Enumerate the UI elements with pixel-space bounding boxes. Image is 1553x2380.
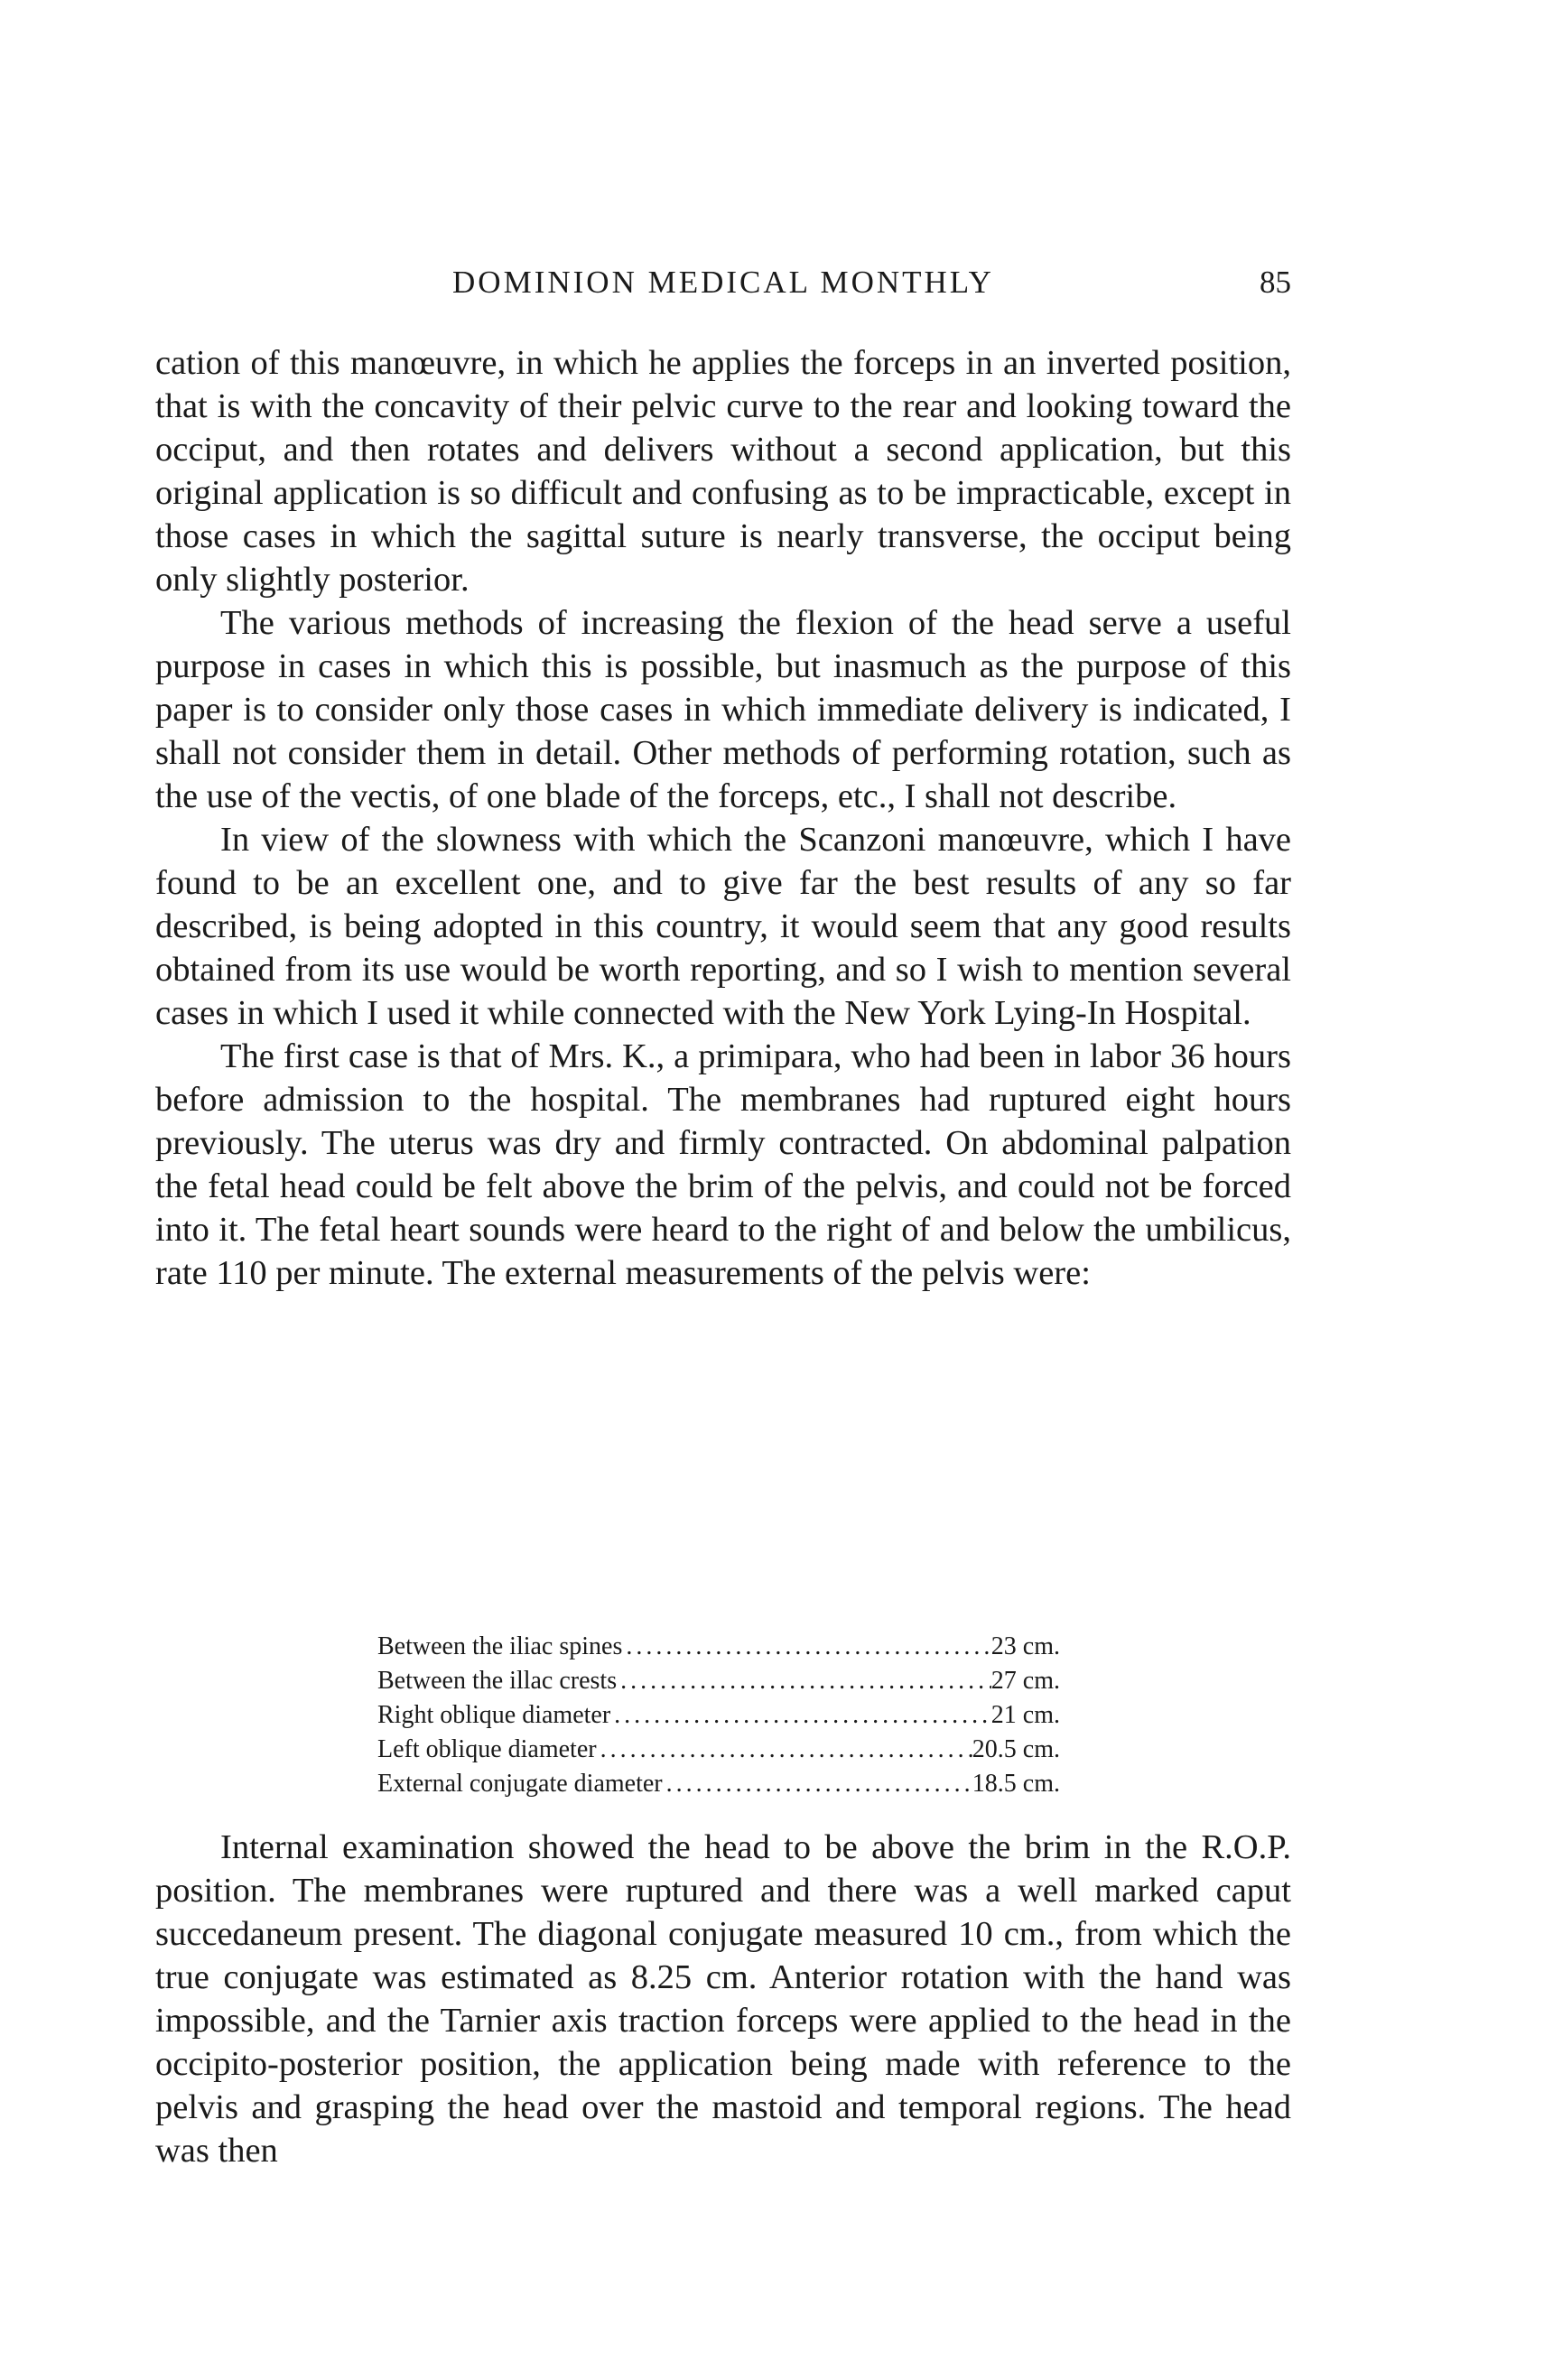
paragraph: The first case is that of Mrs. K., a primipara, who had been in labor 36 hours before admission to the hospital. The membranes had ruptured eight hours previously. The uterus was dry and firmly contracted. On abdominal palpation the fetal head could be felt above the brim of the pelvis, and could not be forced into it. The fetal heart sounds were heard to the right of and below the umbilicus, rate 110 per minute. The external measurements of the pelvis were: bbox=[155, 1037, 1291, 1292]
paragraph: Internal examination showed the head to be above the brim in the R.O.P. position. The membranes were ruptured and there was a well marked caput succedaneum present. The diagonal conjugate measured 10 cm., from which the true conjugate was estimated as 8.25 cm. Anterior rotation with the hand was impossible, and the Tarnier axis traction forceps were applied to the head in the occipito-posterior position, the application being made with reference to the pelvis and grasping the head over the mastoid and temporal regions. The head was then bbox=[155, 1828, 1291, 2170]
dot-leader bbox=[617, 1664, 991, 1698]
measurement-value: 18.5 cm. bbox=[972, 1770, 1060, 1798]
paragraph: cation of this manœuvre, in which he applies the forceps in an inverted position, that is with the concavity of their pelvic curve to the rear and looking toward the occiput, and then rotates and delivers without a second application, but this original application is so difficult and confusing as to be impracticable, except in those cases in which the sagittal suture is nearly transverse, the occiput being only slightly posterior. bbox=[155, 344, 1291, 599]
running-head bbox=[155, 262, 1291, 303]
measurement-value: 23 cm. bbox=[990, 1632, 1060, 1660]
paragraph: The various methods of increasing the flexion of the head serve a useful purpose in cases in which this is possible, but inasmuch as the purpose of this paper is to consider only those cases in which immediate delivery is indicated, I shall not consider them in detail. Other methods of performing rotation, such as the use of the vectis, of one blade of the forceps, etc., I shall not describe. bbox=[155, 604, 1291, 815]
running-title: DOMINION MEDICAL MONTHLY bbox=[452, 265, 994, 300]
text-block-before-table bbox=[155, 341, 1291, 1295]
dot-leader bbox=[622, 1630, 990, 1664]
measurement-label: Between the iliac spines bbox=[377, 1632, 623, 1660]
measurement-label: Right oblique diameter bbox=[377, 1701, 611, 1729]
dot-leader bbox=[663, 1767, 972, 1801]
measurement-row bbox=[377, 1698, 1060, 1733]
measurement-label: Left oblique diameter bbox=[377, 1735, 597, 1763]
measurement-label: External conjugate diameter bbox=[377, 1770, 663, 1798]
dot-leader bbox=[610, 1698, 991, 1733]
measurement-row bbox=[377, 1767, 1060, 1801]
measurement-value: 21 cm. bbox=[990, 1701, 1060, 1729]
paragraph: In view of the slowness with which the Scanzoni manœuvre, which I have found to be an excellent one, and to give far the best results of any so far described, is being adopted in this country, it would seem that any good results obtained from its use would be worth reporting, and so I wish to mention several cases in which I used it while connected with the New York Lying-In Hospital. bbox=[155, 821, 1291, 1032]
book-page bbox=[155, 0, 1291, 2380]
measurement-row bbox=[377, 1630, 1060, 1664]
measurement-value: 27 cm. bbox=[990, 1667, 1060, 1695]
page-number: 85 bbox=[1260, 265, 1291, 300]
measurement-row bbox=[377, 1733, 1060, 1767]
text-block-after-table bbox=[155, 1826, 1291, 2172]
measurement-value: 20.5 cm. bbox=[972, 1735, 1060, 1763]
dot-leader bbox=[597, 1733, 972, 1767]
measurement-label: Between the illac crests bbox=[377, 1667, 618, 1695]
measurement-row bbox=[377, 1664, 1060, 1698]
pelvis-measurements-table bbox=[377, 1630, 1060, 1801]
